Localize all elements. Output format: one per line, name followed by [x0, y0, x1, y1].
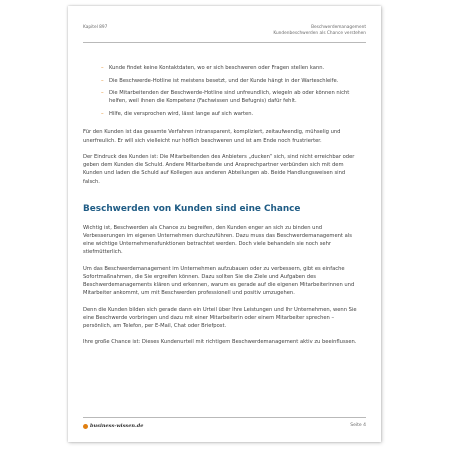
list-item: – Die Mitarbeitenden der Beschwerde-Hotline sind unfreundlich, wiegeln ab oder können nicht helfen, weil ihnen die Kompetenz (Fachwissen und Befugnis) dafür fehlt. [101, 90, 350, 105]
brand-logo[interactable] [83, 423, 143, 429]
bullet-list [83, 64, 362, 118]
paragraph: Denn die Kunden bilden sich gerade dann ein Urteil über Ihre Leistungen und Ihr Unternehmen, wenn Sie eine Beschwerde vorbringen und dazu mit einer Mitarbeiterin oder einem Mitarbeiter sprechen – persönlich, am Telefon, per E-Mail, Chat oder Briefpost. [83, 306, 357, 329]
page-number: Seite 4 [350, 423, 366, 428]
paragraph: Für den Kunden ist das gesamte Verfahren intransparent, kompliziert, zeitaufwendig, mühselig und unerfreulich. Er will sich vielleicht nur höflich beschweren und ist am Ende noch frustrierter. [83, 129, 341, 144]
page-header [83, 24, 366, 43]
paragraph: Ihre große Chance ist: Dieses Kundenurteil mit richtigem Beschwerdemanagement aktiv zu beeinflussen. [83, 339, 357, 346]
chapter-label: Kapitel 897 [83, 25, 108, 30]
bullet-marker: – [101, 90, 104, 97]
header-titles [273, 25, 366, 37]
paragraph: Um das Beschwerdemanagement im Unternehmen aufzubauen oder zu verbessern, gibt es einfache Sofortmaßnahmen, die Sie ergreifen können. Dazu sollten Sie die Ziele und Aufgaben des Beschwerdemanagements klären und erkennen, warum es gerade auf die eigenen Mitarbeiterinnen und Mitarbeiter ankommt, um mit Beschwerden professionell und positiv umzugehen. [83, 265, 355, 296]
document-page [68, 6, 381, 442]
section-heading: Beschwerden von Kunden sind eine Chance [83, 203, 301, 214]
page-footer [83, 417, 366, 432]
paragraph: Der Eindruck des Kunden ist: Die Mitarbeitenden des Anbieters „ducken“ sich, sind nicht erreichbar oder geben dem Kunden die Schuld. Andere Mitarbeitende und Ansprechpartner verbünden sich mit dem Kunden und laden die Schuld auf Kollegen aus anderen Abteilungen ab. Beide Handlungsweisen sind falsch. [83, 154, 355, 185]
bullet-marker: – [101, 77, 104, 84]
bullet-marker: – [101, 110, 104, 117]
page-content [83, 64, 362, 355]
logo-dot-icon [83, 424, 88, 429]
header-title: Beschwerdemanagement [311, 25, 366, 30]
list-item: – Hilfe, die versprochen wird, lässt lange auf sich warten. [101, 110, 254, 117]
header-subtitle: Kundenbeschwerden als Chance verstehen [273, 31, 366, 36]
bullet-marker: – [101, 65, 104, 71]
list-item: – Kunde findet keine Kontaktdaten, wo er sich beschweren oder Fragen stellen kann. [101, 65, 325, 71]
logo-text: business-wissen.de [90, 423, 144, 429]
paragraph: Wichtig ist, Beschwerden als Chance zu begreifen, den Kunden enger an sich zu binden und Verbesserungen im eigenen Unternehmen durchzuführen. Dazu muss das Beschwerdemanagement als eine wichtige Unternehmensfunktionen betrachtet werden. Doch viele behandeln sie noch sehr stiefmütterlich. [83, 224, 352, 255]
list-item: – Die Beschwerde-Hotline ist meistens besetzt, und der Kunde hängt in der Warteschleife. [101, 77, 339, 84]
